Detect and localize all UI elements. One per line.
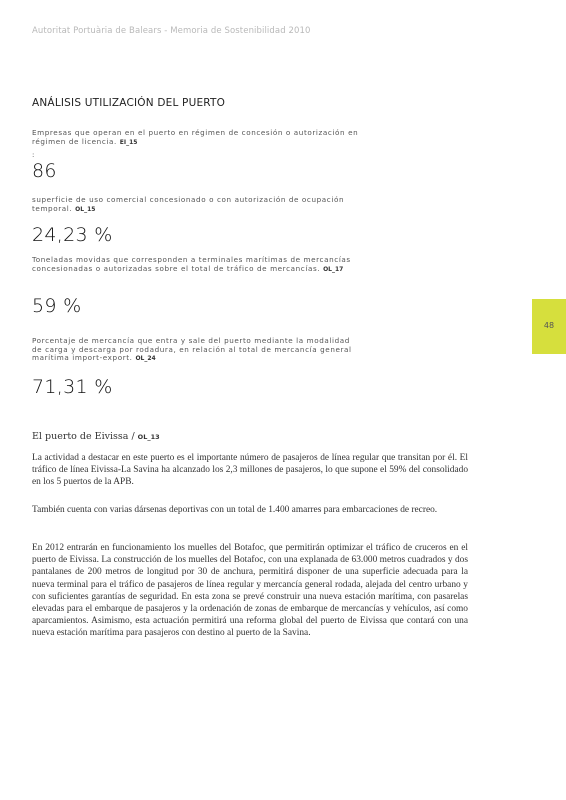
- page-number: 48: [543, 321, 555, 330]
- kpi-ref: OL_24: [135, 355, 156, 363]
- subsection-title-text: El puerto de Eivissa /: [32, 431, 138, 442]
- kpi-value: 86: [32, 160, 57, 182]
- kpi-ref: OL_15: [75, 205, 96, 213]
- body-paragraph: También cuenta con varias dársenas deportivas con un total de 1.400 amarres para embarcaciones de recreo.: [32, 505, 438, 515]
- kpi-ref: EI_15: [119, 138, 138, 146]
- page-number-tab: [532, 299, 566, 354]
- kpi-label: [32, 196, 362, 214]
- body-paragraph: La actividad a destacar en este puerto es el importante número de pasajeros de línea regular que transitan por él. El tráfico de línea Eivissa-La Savina ha alcanzado los 2,3 millones de pasajeros, lo que supone el 59% del consolidado en los 5 puertos de la APB.: [32, 453, 468, 488]
- kpi-label-text: superficie de uso comercial concesionado o con autorización de ocupación temporal.: [32, 195, 345, 213]
- body-paragraph: En 2012 entrarán en funcionamiento los muelles del Botafoc, que permitirán optimizar el tráfico de cruceros en el puerto de Eivissa. La construcción de los muelles del Botafoc, con una explanada de 63.000 metros cuadrados y dos pantalanes de 200 metros de longitud por 30 de anchura, permitirá disponer de una superficie adecuada para la nueva terminal para el tráfico de pasajeros de línea regular y mercancía general rodada, alejada del centro urbano y con suficientes garantías de seguridad. En esta zona se prevé construir una nueva estación marítima, con pasarelas elevadas para el embarque de pasajeros y la ordenación de zonas de embarque de mercancías y vehículos, así como aparcamientos. Asimismo, esta actuación permitirá una reforma global del puerto de Eivissa que contará con una nueva estación marítima para pasajeros con destino al puerto de la Savina.: [32, 543, 468, 639]
- kpi-label-text: Toneladas movidas que corresponden a terminales marítimas de mercancías concesionadas o autorizadas sobre el total de tráfico de mercancías.: [32, 255, 351, 273]
- kpi-value: 24,23 %: [32, 224, 113, 246]
- kpi-label: [32, 129, 362, 147]
- kpi-ref: OL_17: [323, 265, 344, 273]
- running-header: Autoritat Portuària de Balears - Memoria de Sostenibilidad 2010: [32, 26, 311, 36]
- kpi-label: [32, 256, 362, 274]
- kpi-value: 71,31 %: [32, 376, 113, 398]
- subsection-title: [32, 431, 160, 442]
- kpi-label: [32, 337, 362, 364]
- section-title: ANÁLISIS UTILIZACIÓN DEL PUERTO: [32, 97, 226, 109]
- kpi-label-text: Porcentaje de mercancía que entra y sale del puerto mediante la modalidad de carga y descarga por rodadura, en relación al total de mercancía general marítima import-export.: [32, 336, 352, 363]
- kpi-value: 59 %: [32, 295, 82, 317]
- kpi-label-text: Empresas que operan en el puerto en régimen de concesión o autorización en régimen de licencia.: [32, 128, 359, 146]
- subsection-ref: OL_13: [137, 433, 160, 441]
- kpi-colon: :: [32, 151, 35, 159]
